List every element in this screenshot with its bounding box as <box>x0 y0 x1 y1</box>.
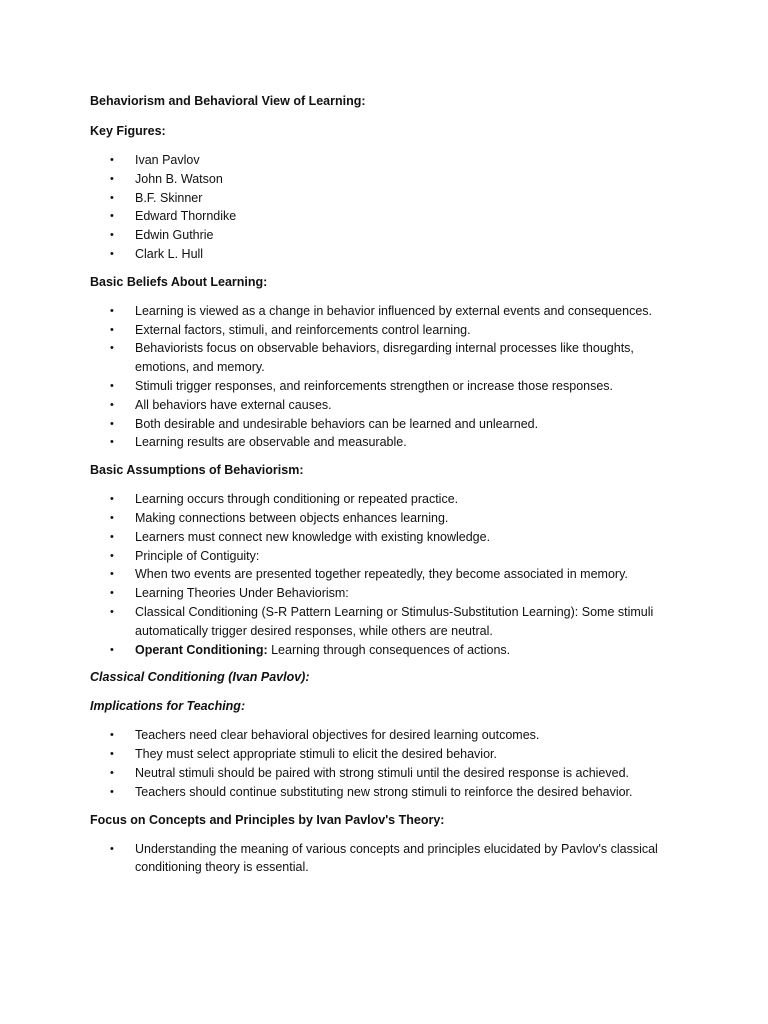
list-item: • Neutral stimuli should be paired with strong stimuli until the desired response is achieved. <box>90 764 680 783</box>
bullet-icon: • <box>110 417 114 430</box>
basic-assumptions-heading: Basic Assumptions of Behaviorism: <box>90 463 304 478</box>
bullet-icon: • <box>110 342 114 355</box>
list-item: • Learning Theories Under Behaviorism: <box>90 584 680 603</box>
document-title: Behaviorism and Behavioral View of Learning: <box>90 94 366 108</box>
bullet-icon: • <box>110 766 114 779</box>
bullet-icon: • <box>110 605 114 618</box>
bullet-icon: • <box>110 379 114 392</box>
bullet-icon: • <box>110 729 114 742</box>
focus-list <box>90 840 680 878</box>
list-item: • Classical Conditioning (S-R Pattern Learning or Stimulus-Substitution Learning): Some stimuli automatically trigger desired responses, while others are neutral. <box>110 604 654 638</box>
bullet-icon: • <box>110 172 114 185</box>
bullet-icon: • <box>110 530 114 543</box>
implications-list <box>90 726 680 801</box>
list-item: • Principle of Contiguity: <box>90 547 680 566</box>
operant-conditioning-term: Operant Conditioning: <box>135 642 268 657</box>
operant-conditioning-definition: Learning through consequences of actions. <box>267 642 511 657</box>
list-item: • Making connections between objects enhances learning. <box>90 509 680 528</box>
list-item: • Learning is viewed as a change in behavior influenced by external events and consequences. <box>90 302 680 321</box>
bullet-icon: • <box>110 191 114 204</box>
bullet-icon: • <box>110 436 114 449</box>
list-item: • Clark L. Hull <box>90 245 680 264</box>
list-item: • They must select appropriate stimuli to elicit the desired behavior. <box>90 745 680 764</box>
basic-beliefs-list <box>90 302 680 452</box>
bullet-icon: • <box>110 210 114 223</box>
list-item: • Behaviorists focus on observable behaviors, disregarding internal processes like thoughts, emotions, and memory. <box>110 341 634 375</box>
list-item: • Ivan Pavlov <box>90 151 680 170</box>
key-figures-heading: Key Figures: <box>90 124 166 138</box>
bullet-icon: • <box>110 785 114 798</box>
bullet-icon: • <box>110 587 114 600</box>
list-item: • Stimuli trigger responses, and reinforcements strengthen or increase those responses. <box>90 377 680 396</box>
list-item: • Both desirable and undesirable behaviors can be learned and unlearned. <box>90 415 680 434</box>
document-page <box>90 92 680 877</box>
bullet-icon: • <box>110 304 114 317</box>
list-item: • B.F. Skinner <box>90 189 680 208</box>
classical-conditioning-heading: Classical Conditioning (Ivan Pavlov): <box>90 670 310 685</box>
list-item: • Edwin Guthrie <box>90 226 680 245</box>
list-item: • Edward Thorndike <box>90 207 680 226</box>
list-item: • External factors, stimuli, and reinforcements control learning. <box>90 321 680 340</box>
bullet-icon: • <box>110 323 114 336</box>
list-item: • John B. Watson <box>90 170 680 189</box>
list-item: • Learning results are observable and measurable. <box>90 433 680 452</box>
bullet-icon: • <box>110 568 114 581</box>
list-item: • Teachers need clear behavioral objectives for desired learning outcomes. <box>90 726 680 745</box>
bullet-icon: • <box>110 229 114 242</box>
list-item: • Learning occurs through conditioning or repeated practice. <box>90 490 680 509</box>
list-item <box>90 641 680 660</box>
list-item: • When two events are presented together repeatedly, they become associated in memory. <box>90 565 680 584</box>
bullet-icon: • <box>110 842 114 855</box>
basic-assumptions-list <box>90 490 680 659</box>
bullet-icon: • <box>110 643 114 656</box>
bullet-icon: • <box>110 398 114 411</box>
list-item: • Learners must connect new knowledge with existing knowledge. <box>90 528 680 547</box>
bullet-icon: • <box>110 748 114 761</box>
bullet-icon: • <box>110 549 114 562</box>
list-item: • All behaviors have external causes. <box>90 396 680 415</box>
key-figures-list <box>90 151 680 264</box>
bullet-icon: • <box>110 511 114 524</box>
list-item: • Understanding the meaning of various concepts and principles elucidated by Pavlov's classical conditioning theory is essential. <box>110 841 658 875</box>
implications-heading: Implications for Teaching: <box>90 699 246 714</box>
bullet-icon: • <box>110 493 114 506</box>
bullet-icon: • <box>110 154 114 166</box>
list-item: • Teachers should continue substituting new strong stimuli to reinforce the desired behavior. <box>90 783 680 802</box>
bullet-icon: • <box>110 247 114 260</box>
focus-heading: Focus on Concepts and Principles by Ivan Pavlov's Theory: <box>90 812 445 827</box>
basic-beliefs-heading: Basic Beliefs About Learning: <box>90 274 268 289</box>
